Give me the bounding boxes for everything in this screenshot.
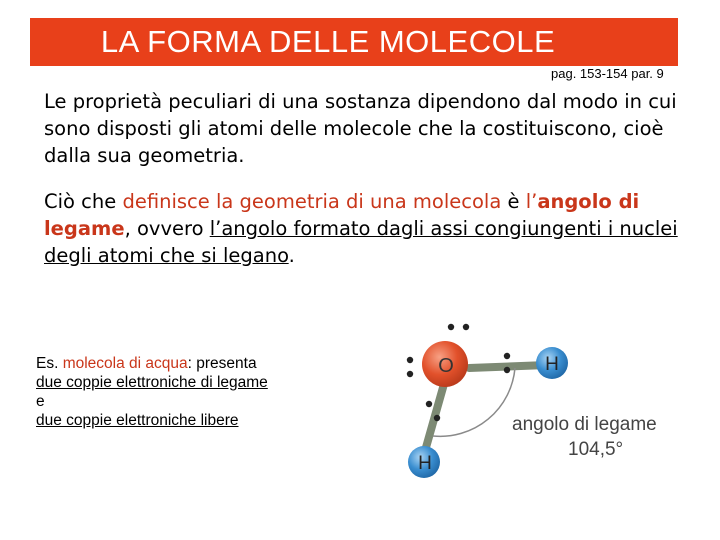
example-prefix: Es. [36,355,63,372]
example-suffix: : presenta [187,355,257,372]
lone-pair-top [448,324,469,330]
oxygen-label: O [438,355,454,377]
definition-paragraph [44,188,694,269]
title-bar [30,18,678,66]
definition-text-2: è [501,190,526,213]
bond-angle-term: angolo di legame [44,190,640,240]
water-molecule-diagram [395,318,705,488]
hydrogen-label-right: H [545,354,559,375]
definition-text-3: , ovvero [124,217,210,240]
page-reference: pag. 153-154 par. 9 [551,66,664,81]
example-line-4: due coppie elettroniche libere [36,412,239,429]
definition-text-1: Ciò che [44,190,123,213]
example-line-1 [36,354,268,373]
angle-label: angolo di legame [512,414,657,435]
hydrogen-label-bottom: H [418,453,432,474]
water-example [36,354,268,430]
definition-period: . [288,244,295,267]
angle-value: 104,5° [568,439,624,460]
slide-title: LA FORMA DELLE MOLECOLE [100,24,556,59]
lone-pair-left [407,357,413,377]
example-line-2: due coppie elettroniche di legame [36,374,268,391]
bond-angle-definition: l’angolo formato dagli assi congiungenti i nuclei degli atomi che si legano [44,217,678,267]
example-molecule: molecola di acqua [62,355,188,372]
example-line-3: e [36,393,45,410]
definition-highlight: definisce la geometria di una molecola [122,190,502,213]
intro-paragraph: Le proprietà peculiari di una sostanza dipendono dal modo in cui sono disposti gli atomi delle molecole che la costituiscono, cioè dalla sua geometria. [44,90,677,167]
definition-apostrophe: l’ [525,190,538,213]
